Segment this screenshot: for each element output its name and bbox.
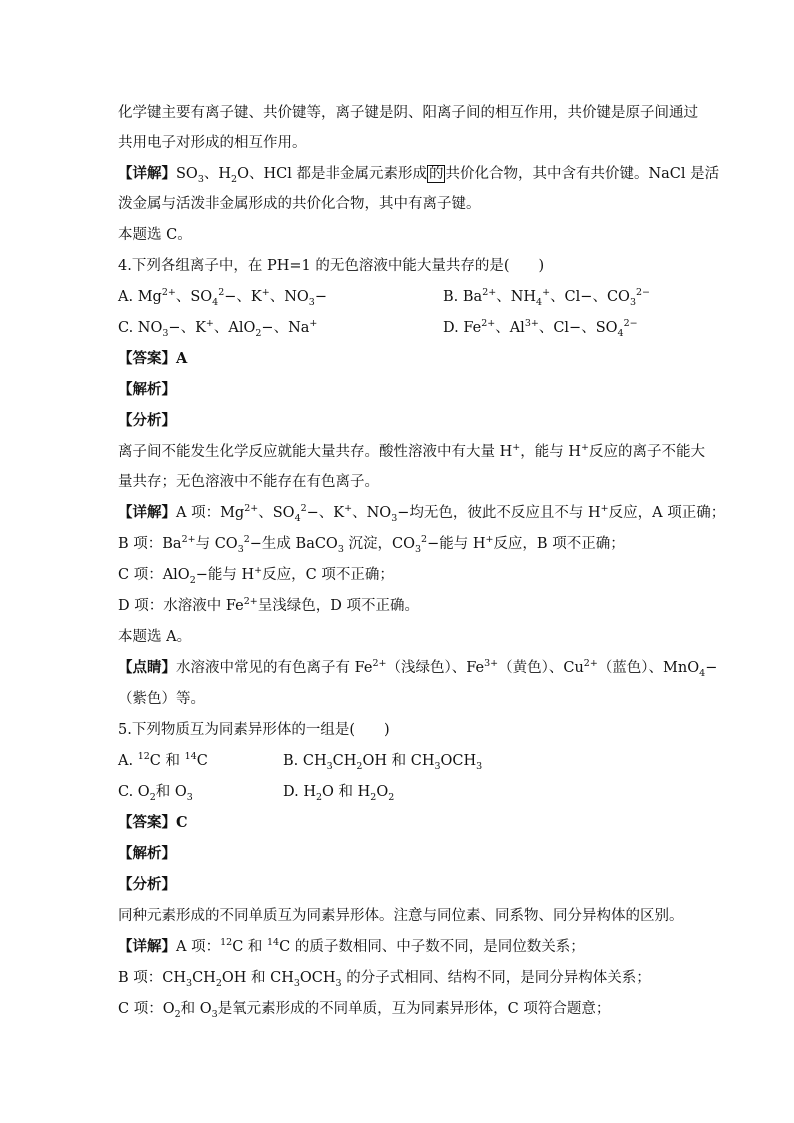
text: C. NO bbox=[118, 320, 163, 336]
subscript: 3 bbox=[434, 760, 441, 772]
text: −均无色，彼此不反应且不与 H bbox=[397, 505, 601, 521]
option-row bbox=[118, 751, 683, 771]
superscript: + bbox=[254, 565, 263, 577]
superscript: + bbox=[512, 442, 521, 454]
subscript: 4 bbox=[212, 296, 219, 308]
fenxi-heading bbox=[118, 411, 683, 431]
superscript: 2+ bbox=[482, 287, 497, 299]
option-row bbox=[118, 318, 683, 338]
superscript: + bbox=[205, 318, 214, 330]
subscript: 4 bbox=[536, 296, 543, 308]
subscript: 2 bbox=[215, 977, 222, 989]
text: 反应，A 项正确； bbox=[608, 505, 726, 521]
tip-line bbox=[118, 658, 718, 679]
boxed-char: 的 bbox=[428, 166, 444, 182]
detail-line bbox=[118, 565, 683, 585]
text: − bbox=[705, 660, 718, 676]
superscript: 2+ bbox=[243, 596, 258, 608]
paragraph-line bbox=[118, 442, 705, 462]
subscript: 3 bbox=[326, 760, 333, 772]
paragraph-line bbox=[118, 472, 683, 492]
paragraph-line bbox=[118, 103, 698, 123]
text: O bbox=[376, 784, 389, 800]
superscript: + bbox=[485, 534, 494, 546]
text: OCH bbox=[299, 970, 336, 986]
superscript: 3+ bbox=[484, 658, 499, 670]
conclusion-line bbox=[118, 627, 683, 647]
text: 同种元素形成的不同单质互为同素异形体。注意与同位素、同系物、同分异构体的区别。 bbox=[118, 908, 684, 924]
subscript: 2 bbox=[149, 791, 156, 803]
superscript: 14 bbox=[184, 751, 197, 763]
superscript: + bbox=[261, 287, 270, 299]
text: 沉淀，CO bbox=[343, 536, 415, 552]
answer-line bbox=[118, 349, 683, 369]
text: D 项：水溶液中 Fe bbox=[118, 598, 244, 614]
text: 4.下列各组离子中，在 PH=1 的无色溶液中能大量共存的是( ) bbox=[118, 258, 545, 274]
text: C. O bbox=[118, 784, 150, 800]
superscript: 2− bbox=[635, 287, 650, 299]
text: −能与 H bbox=[427, 536, 486, 552]
subscript: 4 bbox=[699, 667, 706, 679]
superscript: 2 bbox=[300, 503, 307, 515]
text: 、Al bbox=[495, 320, 525, 336]
text: CH bbox=[192, 970, 216, 986]
text: 【分析】 bbox=[118, 412, 176, 429]
section-label: 【详解】 bbox=[118, 165, 176, 182]
option-c bbox=[118, 318, 318, 339]
text: D. Fe bbox=[443, 320, 482, 336]
subscript: 3 bbox=[629, 296, 636, 308]
text: 、NO bbox=[352, 505, 392, 521]
superscript: 12 bbox=[220, 937, 233, 949]
superscript: 2+ bbox=[372, 658, 387, 670]
text: −、K bbox=[306, 505, 345, 521]
text: D. H bbox=[283, 784, 316, 800]
text: 、SO bbox=[258, 505, 295, 521]
text: 共价化合物，其中含有共价键。NaCl 是活 bbox=[445, 166, 720, 182]
superscript: 2+ bbox=[181, 534, 196, 546]
text: B 项：Ba bbox=[118, 536, 182, 552]
question-stem bbox=[118, 720, 683, 740]
text: C 和 bbox=[149, 753, 185, 769]
text: （蓝色）、MnO bbox=[597, 660, 700, 676]
subscript: 2 bbox=[231, 173, 238, 185]
section-label: 【详解】 bbox=[118, 938, 176, 955]
option-row bbox=[118, 287, 683, 307]
subscript: 2 bbox=[388, 791, 395, 803]
superscript: 2+ bbox=[583, 658, 598, 670]
text: − bbox=[314, 289, 327, 305]
text: 水溶液中常见的有色离子有 Fe bbox=[176, 660, 373, 676]
text: B. CH bbox=[283, 753, 327, 769]
text: C 的质子数相同、中子数不同，是同位数关系； bbox=[279, 939, 585, 955]
tip-line bbox=[118, 689, 683, 709]
detail-line bbox=[118, 164, 720, 185]
text: A. Mg bbox=[118, 289, 162, 305]
subscript: 3 bbox=[391, 512, 398, 524]
text: 【答案】A bbox=[118, 350, 188, 367]
option-b bbox=[443, 287, 650, 307]
text: 反应，B 项不正确； bbox=[493, 536, 625, 552]
text: SO bbox=[176, 166, 198, 182]
subscript: 3 bbox=[337, 543, 344, 555]
text: O 和 H bbox=[322, 784, 371, 800]
superscript: 12 bbox=[137, 751, 150, 763]
subscript: 3 bbox=[186, 977, 193, 989]
text: 、NO bbox=[269, 289, 309, 305]
superscript: 2 bbox=[421, 534, 428, 546]
subscript: 4 bbox=[294, 512, 301, 524]
text: （黄色）、Cu bbox=[498, 660, 584, 676]
superscript: + bbox=[600, 503, 609, 515]
text: OH 和 CH bbox=[362, 753, 435, 769]
superscript: 14 bbox=[267, 937, 280, 949]
subscript: 3 bbox=[414, 543, 422, 555]
text: B. Ba bbox=[443, 289, 483, 305]
superscript: + bbox=[309, 318, 318, 330]
text: 共用电子对形成的相互作用。 bbox=[118, 135, 307, 151]
text: OH 和 CH bbox=[221, 970, 294, 986]
text: 与 CO bbox=[195, 536, 238, 552]
superscript: 2 bbox=[243, 534, 250, 546]
text: C 和 bbox=[232, 939, 268, 955]
subscript: 3 bbox=[237, 543, 244, 555]
subscript: 3 bbox=[197, 173, 204, 185]
question-stem bbox=[118, 256, 683, 276]
text: 、Cl−、SO bbox=[538, 320, 618, 336]
paragraph-line bbox=[118, 133, 683, 153]
detail-line bbox=[118, 937, 683, 957]
detail-line bbox=[118, 596, 683, 616]
text: 量共存；无色溶液中不能存在有色离子。 bbox=[118, 474, 379, 490]
subscript: 3 bbox=[293, 977, 300, 989]
paragraph-line bbox=[118, 906, 683, 926]
superscript: 2+ bbox=[161, 287, 176, 299]
option-d bbox=[283, 782, 394, 802]
text: 反应，C 项不正确； bbox=[262, 567, 394, 583]
text: 泼金属与活泼非金属形成的共价化合物，其中有离子键。 bbox=[118, 196, 481, 212]
text: −生成 BaCO bbox=[249, 536, 338, 552]
superscript: + bbox=[581, 442, 589, 454]
option-d bbox=[443, 318, 638, 338]
text: 离子间不能发生化学反应就能大量共存。酸性溶液中有大量 H bbox=[118, 444, 513, 460]
text: C bbox=[196, 753, 208, 769]
text: 5.下列物质互为同素异形体的一组是( ) bbox=[118, 722, 390, 738]
superscript: 2 bbox=[218, 287, 225, 299]
text: 、NH bbox=[496, 289, 537, 305]
subscript: 3 bbox=[211, 1008, 218, 1020]
subscript: 3 bbox=[308, 296, 315, 308]
subscript: 3 bbox=[162, 327, 169, 339]
text: 本题选 A。 bbox=[118, 629, 192, 645]
text: C 项：AlO bbox=[118, 567, 190, 583]
text: A 项： bbox=[176, 939, 221, 955]
text: CH bbox=[332, 753, 357, 769]
option-c bbox=[118, 784, 193, 803]
text: C 项：O bbox=[118, 1001, 175, 1017]
text: O、HCl 都是非金属元素形成 bbox=[237, 166, 427, 182]
subscript: 2 bbox=[370, 791, 377, 803]
text: 和 O bbox=[155, 784, 187, 800]
text: −、K bbox=[224, 289, 262, 305]
text: 、SO bbox=[175, 289, 213, 305]
superscript: 2+ bbox=[481, 318, 496, 330]
text: 的分子式相同、结构不同，是同分异构体关系； bbox=[341, 970, 651, 986]
text: 【解析】 bbox=[118, 381, 176, 398]
detail-line bbox=[118, 534, 683, 554]
section-label: 【详解】 bbox=[118, 504, 176, 521]
subscript: 2 bbox=[356, 760, 363, 772]
detail-line bbox=[118, 194, 683, 214]
text: A 项：Mg bbox=[176, 505, 245, 521]
subscript: 2 bbox=[189, 574, 196, 586]
text: 【解析】 bbox=[118, 845, 176, 862]
analysis-heading bbox=[118, 844, 683, 864]
text: 【分析】 bbox=[118, 876, 176, 893]
subscript: 3 bbox=[335, 977, 342, 989]
text: 【答案】C bbox=[118, 814, 188, 831]
text: 和 O bbox=[180, 1001, 212, 1017]
text: OCH bbox=[440, 753, 477, 769]
subscript: 2 bbox=[174, 1008, 181, 1020]
text: 、AlO bbox=[213, 320, 256, 336]
fenxi-heading bbox=[118, 875, 683, 895]
text: 是氧元素形成的不同单质，互为同素异形体，C 项符合题意； bbox=[217, 1001, 611, 1017]
superscript: 3+ bbox=[524, 318, 539, 330]
text: 呈浅绿色，D 项不正确。 bbox=[257, 598, 419, 614]
text: 化学键主要有离子键、共价键等，离子键是阴、阳离子间的相互作用，共价键是原子间通过 bbox=[118, 105, 698, 121]
subscript: 3 bbox=[476, 760, 483, 772]
text: −、Na bbox=[261, 320, 310, 336]
superscript: 2+ bbox=[244, 503, 259, 515]
section-label: 【点睛】 bbox=[118, 659, 176, 676]
subscript: 2 bbox=[255, 327, 262, 339]
text: A. bbox=[118, 753, 138, 769]
text: 、Cl−、CO bbox=[550, 289, 630, 305]
option-row bbox=[118, 782, 683, 802]
subscript: 4 bbox=[617, 327, 624, 339]
subscript: 3 bbox=[186, 791, 193, 803]
detail-line bbox=[118, 968, 683, 988]
text: 反应的离子不能大 bbox=[588, 444, 705, 460]
analysis-heading bbox=[118, 380, 683, 400]
option-a bbox=[118, 753, 208, 769]
text: B 项：CH bbox=[118, 970, 187, 986]
option-b bbox=[283, 751, 482, 771]
superscript: + bbox=[344, 503, 353, 515]
detail-line bbox=[118, 503, 726, 524]
text: （紫色）等。 bbox=[118, 691, 205, 707]
superscript: 2− bbox=[623, 318, 638, 330]
text: ，能与 H bbox=[520, 444, 581, 460]
text: −能与 H bbox=[195, 567, 255, 583]
subscript: 2 bbox=[315, 791, 323, 803]
text: 本题选 C。 bbox=[118, 227, 192, 243]
answer-line bbox=[118, 813, 683, 833]
superscript: + bbox=[542, 287, 551, 299]
detail-line bbox=[118, 999, 683, 1019]
conclusion-line bbox=[118, 225, 683, 245]
option-a bbox=[118, 287, 327, 308]
text: 、H bbox=[203, 166, 232, 182]
text: −、K bbox=[168, 320, 206, 336]
text: （浅绿色）、Fe bbox=[386, 660, 485, 676]
